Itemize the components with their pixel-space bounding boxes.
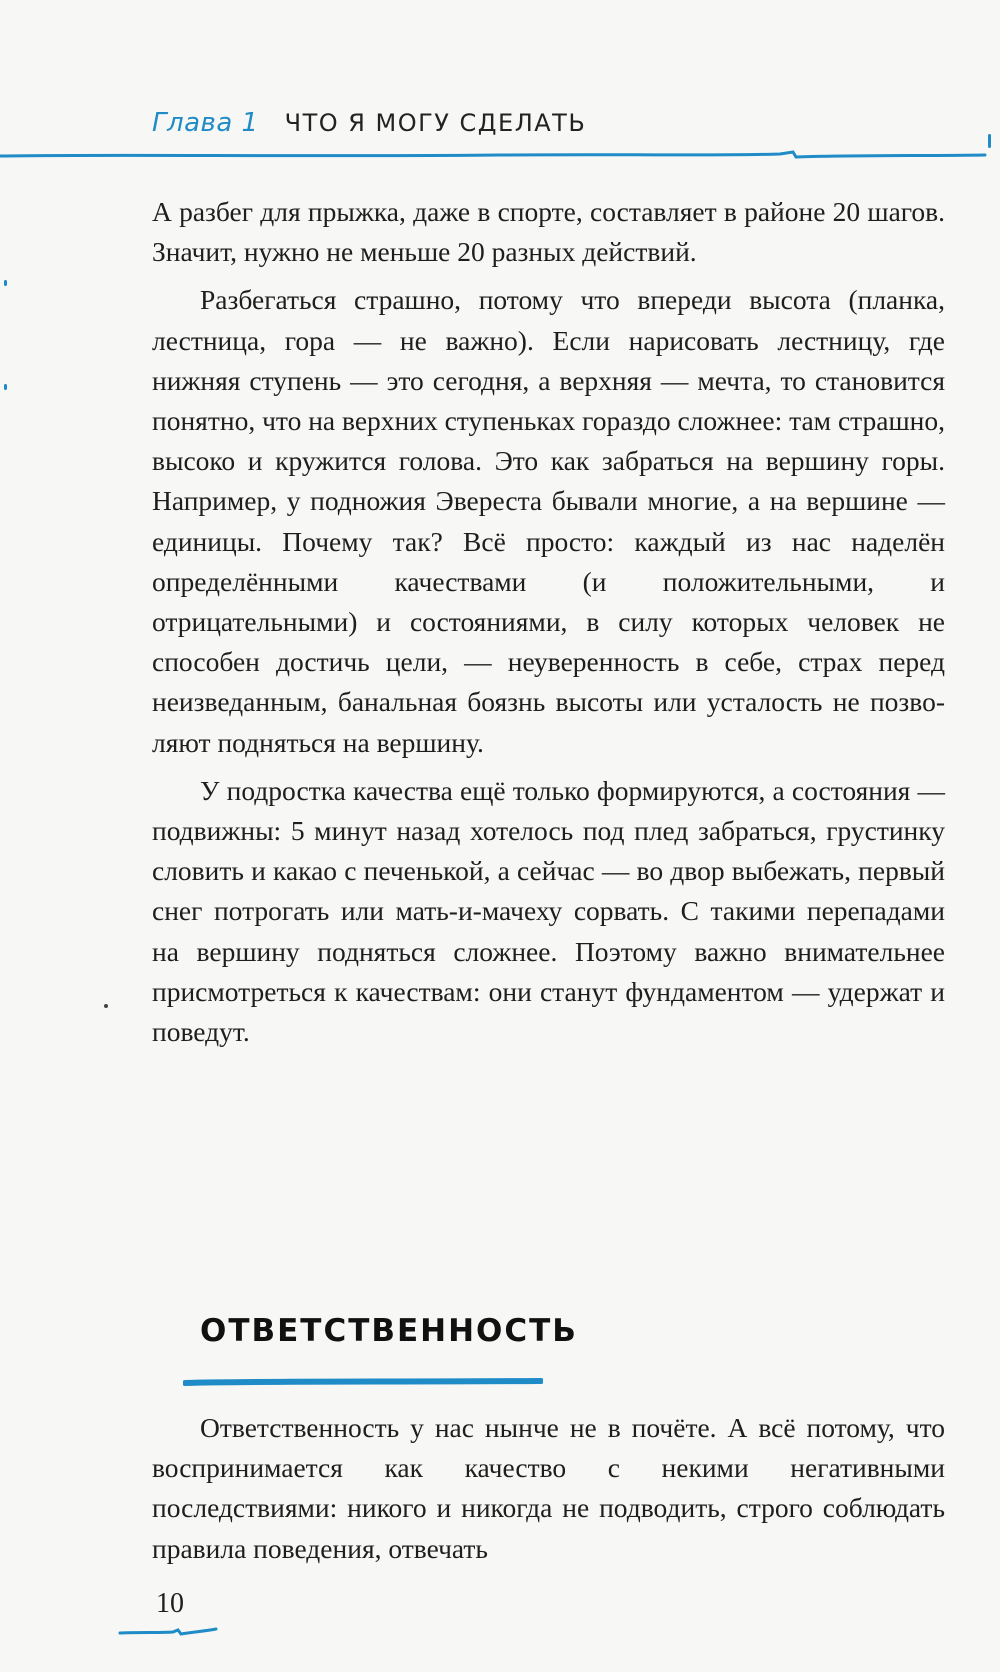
section-text [152,1408,945,1569]
paragraph: Разбегаться страшно, потому что впереди высота (планка, лестница, гора — не важно). Если нарисовать лестницу, где нижняя ступень — это сегодня, а верхняя — мечта, то становится понятно, что на верхних ступеньках гораздо сложнее: там страшно, высоко и кружится голова. Это как забраться на вершину горы. Например, у подножия Эвереста бывали многие, а на вершине — единицы. Почему так? Всё просто: каждый из нас наделён определёнными качествами (и положительными, и отрицательными) и состояниями, в силу которых человек не способен достичь цели, — неуверенность в себе, страх перед неизведанным, банальная боязнь высоты или усталость не позволяют подняться на вершину. [152,284,945,758]
section-heading: ОТВЕТСТВЕННОСТЬ [200,1313,578,1349]
page-number: 10 [156,1588,184,1619]
section-underline [183,1375,543,1389]
running-header [152,108,586,138]
margin-mark [4,384,7,390]
body-text [152,192,945,1060]
footer-rule [118,1624,218,1638]
paragraph: А разбег для прыжка, даже в спорте, составляет в районе 20 шагов. Значит, нужно не меньше 20 разных действий. [152,196,945,268]
margin-dot [104,1004,108,1008]
margin-mark [988,134,991,148]
header-rule [0,148,1000,162]
paragraph: Ответственность у нас нынче не в почёте. А всё потому, что воспринимается как качество с некими негативными последствиями: никого и никогда не подводить, строго соблюдать правила поведения, отвечать [152,1412,945,1564]
paragraph: У подростка качества ещё только формируются, а состояния — подвижны: 5 минут назад хотелось под плед забраться, грустинку словить и какао с печенькой, а сейчас — во двор выбежать, первый снег потрогать или мать-и-мачеху сорвать. С такими перепадами на вершину подняться сложнее. Поэтому важно внимательнее присмотреться к качествам: они станут фундаментом — удержат и поведут. [152,774,945,1048]
chapter-title: ЧТО Я МОГУ СДЕЛАТЬ [284,109,587,137]
margin-mark [4,280,7,286]
chapter-label: Глава 1 [152,108,259,138]
